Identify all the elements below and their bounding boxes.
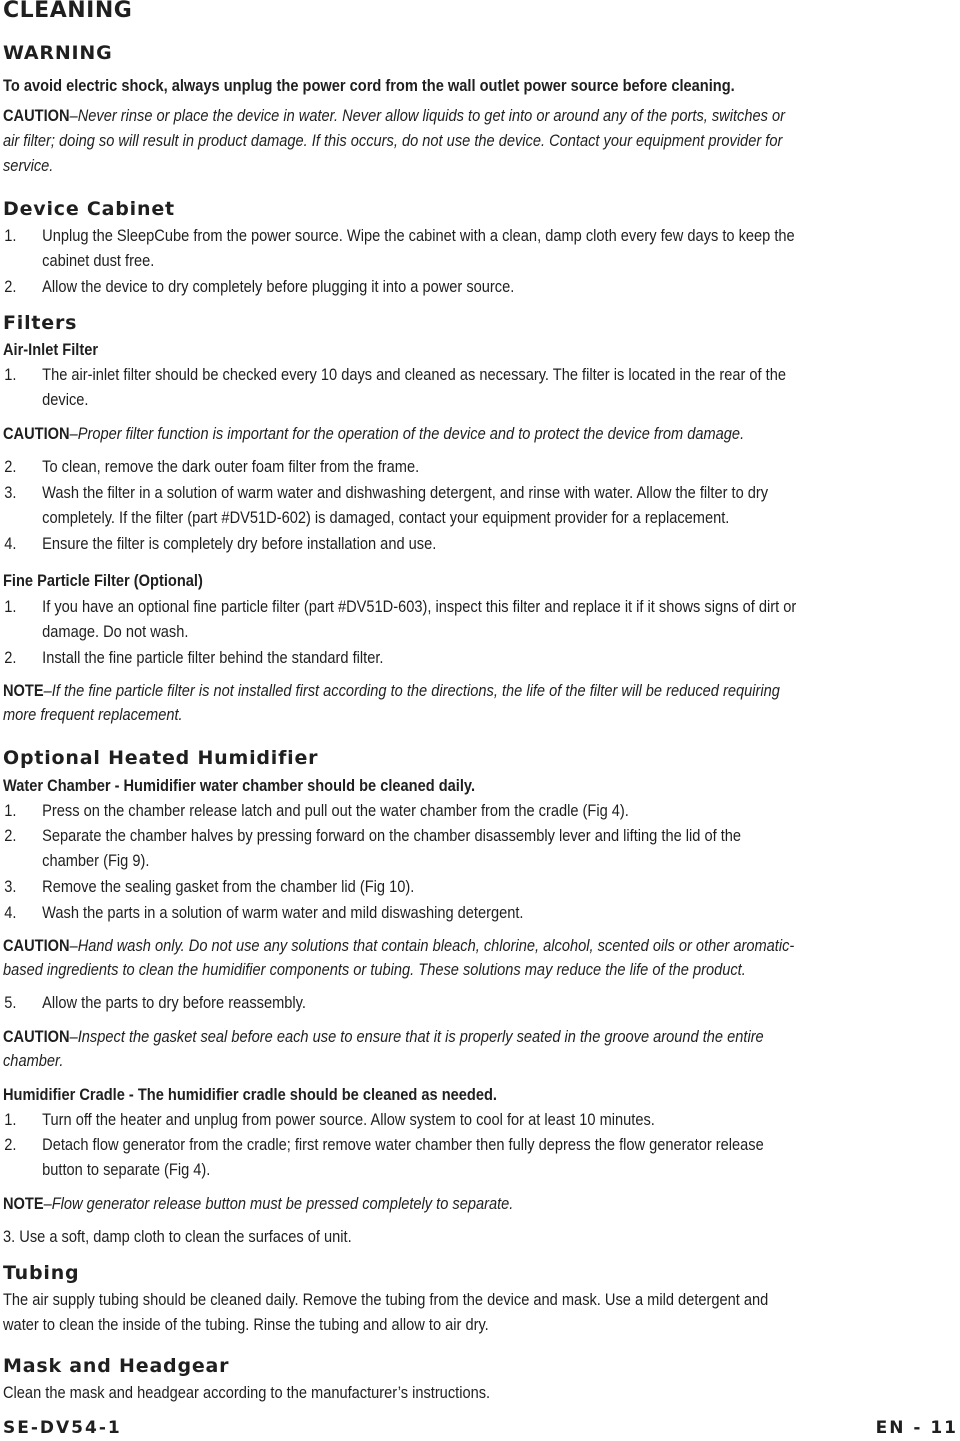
caution-label: CAUTION [3,424,70,443]
list-item [0,799,826,823]
footer-page-number: EN - 11 [875,1418,958,1438]
caution-label: CAUTION [3,106,70,125]
list-item [0,481,826,505]
warning-text: To avoid electric shock, always unplug the power cord from the wall outlet power source before cleaning. [3,76,735,95]
caution-text-line: service. [3,156,54,175]
caution-label: CAUTION [3,936,70,955]
list-number: 4. [4,903,17,922]
list-text: If you have an optional fine particle filter (part #DV51D-603), inspect this filter and replace it if it shows signs of dirt or [42,597,797,616]
list-number: 2. [4,826,17,845]
note-line [3,1192,513,1216]
list-text: Allow the parts to dry before reassembly. [42,993,306,1012]
caution-line [3,934,794,958]
list-number: 3. [4,483,17,502]
list-text: To clean, remove the dark outer foam filter from the frame. [42,457,420,476]
list-item [0,455,826,479]
note-text-line: more frequent replacement. [3,705,183,724]
list-number: 4. [4,534,17,553]
list-number: 1. [4,226,17,245]
list-item [0,595,826,619]
step-3-text: 3. Use a soft, damp cloth to clean the surfaces of unit. [3,1227,352,1246]
water-chamber-subheading: Water Chamber - Humidifier water chamber should be cleaned daily. [3,776,476,795]
list-text: damage. Do not wash. [42,622,189,641]
fine-particle-subheading: Fine Particle Filter (Optional) [3,571,203,590]
caution-text: –Hand wash only. Do not use any solutions that contain bleach, chlorine, alcohol, scented oils or other aromatic- [69,936,795,955]
air-inlet-subheading: Air-Inlet Filter [3,340,99,359]
note-line [3,679,780,703]
list-item [0,224,826,248]
list-number: 1. [4,597,17,616]
mask-heading: Mask and Headgear [3,1355,230,1377]
list-text: Wash the filter in a solution of warm water and dishwashing detergent, and rinse with water. Allow the filter to dry [42,483,769,502]
list-text: Install the fine particle filter behind the standard filter. [42,648,384,667]
list-item [0,991,826,1015]
caution-text: –Inspect the gasket seal before each use to ensure that it is properly seated in the groove around the entire [69,1027,764,1046]
cradle-subheading: Humidifier Cradle - The humidifier cradle should be cleaned as needed. [3,1085,497,1104]
footer-doc-code: SE-DV54-1 [3,1418,122,1438]
note-label: NOTE [3,1194,44,1213]
list-number: 1. [4,801,17,820]
list-item [0,532,826,556]
list-text: Press on the chamber release latch and pull out the water chamber from the cradle (Fig 4). [42,801,629,820]
list-item-cont [0,849,826,873]
caution-text-line: chamber. [3,1051,64,1070]
list-item-cont [0,506,826,530]
caution-text-line: air filter; doing so will result in product damage. If this occurs, do not use the device. Contact your equipment provider for [3,131,783,150]
list-item [0,875,826,899]
caution-text: –Never rinse or place the device in water. Never allow liquids to get into or around any of the ports, switches or [69,106,786,125]
list-text: Separate the chamber halves by pressing forward on the chamber disassembly lever and lifting the lid of the [42,826,742,845]
list-text: Unplug the SleepCube from the power source. Wipe the cabinet with a clean, damp cloth every few days to keep the [42,226,795,245]
list-text: device. [42,390,89,409]
list-number: 2. [4,1135,17,1154]
list-number: 2. [4,457,17,476]
caution-line [3,422,744,446]
mask-text: Clean the mask and headgear according to the manufacturer’s instructions. [3,1383,491,1402]
caution-line [3,104,785,128]
tubing-text: water to clean the inside of the tubing. Rinse the tubing and allow to air dry. [3,1315,489,1334]
list-number: 2. [4,277,17,296]
list-item [0,363,826,387]
list-number: 2. [4,648,17,667]
list-item-cont [0,620,826,644]
caution-text: –Proper filter function is important for the operation of the device and to protect the device from damage. [69,424,745,443]
list-text: cabinet dust free. [42,251,155,270]
filters-heading: Filters [3,312,78,334]
list-number: 3. [4,877,17,896]
list-item [0,1133,826,1157]
list-number: 1. [4,365,17,384]
caution-line [3,1025,764,1049]
tubing-heading: Tubing [3,1262,80,1284]
note-label: NOTE [3,681,44,700]
list-item-cont [0,388,826,412]
list-item [0,1108,826,1132]
list-text: Ensure the filter is completely dry before installation and use. [42,534,437,553]
list-text: The air-inlet filter should be checked every 10 days and cleaned as necessary. The filter is located in the rear of the [42,365,787,384]
list-text: button to separate (Fig 4). [42,1160,211,1179]
caution-label: CAUTION [3,1027,70,1046]
list-text: Turn off the heater and unplug from power source. Allow system to cool for at least 10 minutes. [42,1110,655,1129]
list-item [0,646,826,670]
list-text: Detach flow generator from the cradle; first remove water chamber then fully depress the flow generator release [42,1135,764,1154]
list-item-cont [0,249,826,273]
caution-text-line: based ingredients to clean the humidifier components or tubing. These solutions may reduce the life of the product. [3,960,746,979]
list-text: completely. If the filter (part #DV51D-602) is damaged, contact your equipment provider for a replacement. [42,508,730,527]
note-text: –Flow generator release button must be pressed completely to separate. [43,1194,514,1213]
list-item [0,901,826,925]
list-item [0,275,826,299]
list-text: Allow the device to dry completely before plugging it into a power source. [42,277,515,296]
warning-heading: WARNING [3,42,113,64]
list-number: 1. [4,1110,17,1129]
device-cabinet-heading: Device Cabinet [3,198,175,220]
list-item [0,824,826,848]
list-text: Remove the sealing gasket from the chamber lid (Fig 10). [42,877,415,896]
note-text: –If the fine particle filter is not installed first according to the directions, the life of the filter will be reduced requiring [43,681,780,700]
list-number: 5. [4,993,17,1012]
tubing-text: The air supply tubing should be cleaned daily. Remove the tubing from the device and mask. Use a mild detergent and [3,1290,769,1309]
humidifier-heading: Optional Heated Humidifier [3,747,319,769]
list-text: Wash the parts in a solution of warm water and mild diswashing detergent. [42,903,524,922]
page-title: CLEANING [3,0,133,23]
list-text: chamber (Fig 9). [42,851,150,870]
list-item-cont [0,1158,826,1182]
